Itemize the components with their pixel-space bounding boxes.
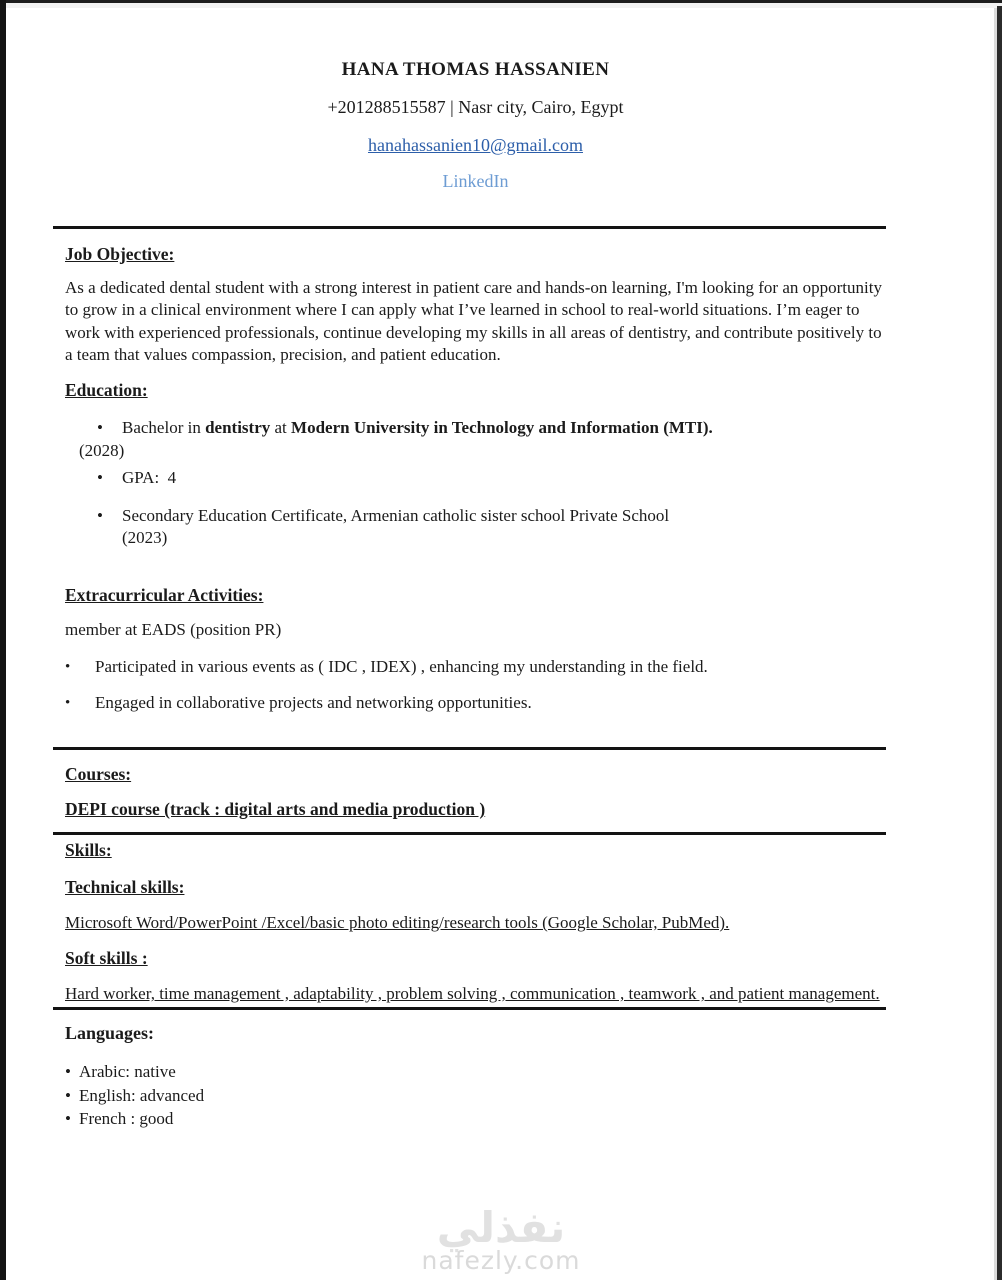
scan-edge-left	[0, 0, 6, 1280]
email-link[interactable]: hanahassanien10@gmail.com	[367, 135, 583, 155]
section-divider-top	[53, 226, 886, 229]
email-row	[65, 135, 886, 156]
linkedin-row	[65, 171, 886, 192]
job-objective-heading: Job Objective:	[65, 244, 175, 264]
scan-edge-right	[997, 6, 1002, 1280]
languages-list	[65, 1060, 886, 1131]
bullet-icon: •	[65, 1109, 71, 1129]
education-degree-year: (2028)	[79, 441, 125, 461]
extracurricular-item	[65, 692, 886, 714]
degree-field: dentistry	[205, 418, 271, 438]
extracurricular-item-text: Engaged in collaborative projects and networking opportunities.	[95, 693, 532, 713]
resume-document	[65, 0, 886, 1131]
nafezly-watermark	[421, 1203, 581, 1275]
section-divider-languages	[53, 1007, 886, 1010]
bullet-icon: •	[97, 468, 103, 488]
bullet-icon: •	[65, 1062, 71, 1082]
degree-mid: at	[270, 418, 292, 438]
watermark-domain: nafezly.com	[421, 1246, 581, 1275]
education-secondary-text	[122, 505, 669, 549]
candidate-name: HANA THOMAS HASSANIEN	[341, 59, 610, 80]
education-gpa-item	[65, 467, 886, 489]
language-item-text: Arabic: native	[79, 1062, 176, 1082]
bullet-icon: •	[65, 659, 71, 676]
technical-skills-text: Microsoft Word/PowerPoint /Excel/basic photo editing/research tools (Google Scholar, PubMed).	[65, 913, 730, 933]
language-item	[65, 1060, 886, 1084]
bullet-icon: •	[65, 695, 71, 712]
bullet-icon: •	[65, 1085, 71, 1105]
education-degree-text	[122, 417, 713, 439]
education-degree-item	[65, 417, 886, 439]
language-item-text: English: advanced	[79, 1085, 205, 1105]
watermark-arabic-logo: نفذلي	[436, 1203, 566, 1252]
soft-skills-text: Hard worker, time management , adaptability , problem solving , communication , teamwork , and patient management.	[65, 984, 880, 1004]
contact-line: +201288515587 | Nasr city, Cairo, Egypt	[327, 97, 624, 117]
extracurricular-intro: member at EADS (position PR)	[65, 620, 282, 640]
courses-heading: Courses:	[65, 764, 132, 785]
bullet-icon: •	[97, 418, 103, 438]
section-divider-skills	[53, 832, 886, 835]
job-objective-text: As a dedicated dental student with a strong interest in patient care and hands-on learning, I'm looking for an opportunity to grow in a clinical environment where I can apply what I’ve learned in school to real-world situations. I’m eager to work with experienced professionals, continue developing my skills in all areas of dentistry, and contribute positively to a team that values compassion, precision, and patient education.	[65, 278, 882, 364]
degree-pre: Bachelor in	[122, 418, 206, 438]
extracurricular-item	[65, 656, 886, 678]
technical-skills-heading: Technical skills:	[65, 877, 185, 898]
education-secondary-year: (2023)	[122, 528, 168, 548]
linkedin-link[interactable]: LinkedIn	[442, 171, 509, 191]
bullet-icon: •	[97, 506, 103, 526]
extracurricular-heading: Extracurricular Activities:	[65, 585, 264, 606]
education-heading: Education:	[65, 380, 148, 401]
education-gpa-text: GPA: 4	[122, 468, 177, 488]
soft-skills-heading: Soft skills :	[65, 948, 148, 969]
skills-heading: Skills:	[65, 840, 112, 861]
section-divider-courses	[53, 747, 886, 750]
extracurricular-item-text: Participated in various events as ( IDC , IDEX) , enhancing my understanding in the field.	[95, 657, 708, 677]
language-item	[65, 1107, 886, 1131]
languages-heading: Languages:	[65, 1023, 155, 1044]
courses-item: DEPI course (track : digital arts and media production )	[65, 799, 486, 820]
degree-school: Modern University in Technology and Information (MTI).	[291, 418, 713, 438]
education-secondary-line1: Secondary Education Certificate, Armenian catholic sister school Private School	[122, 506, 670, 526]
language-item-text: French : good	[79, 1109, 174, 1129]
education-secondary-item	[65, 505, 886, 549]
language-item	[65, 1084, 886, 1108]
